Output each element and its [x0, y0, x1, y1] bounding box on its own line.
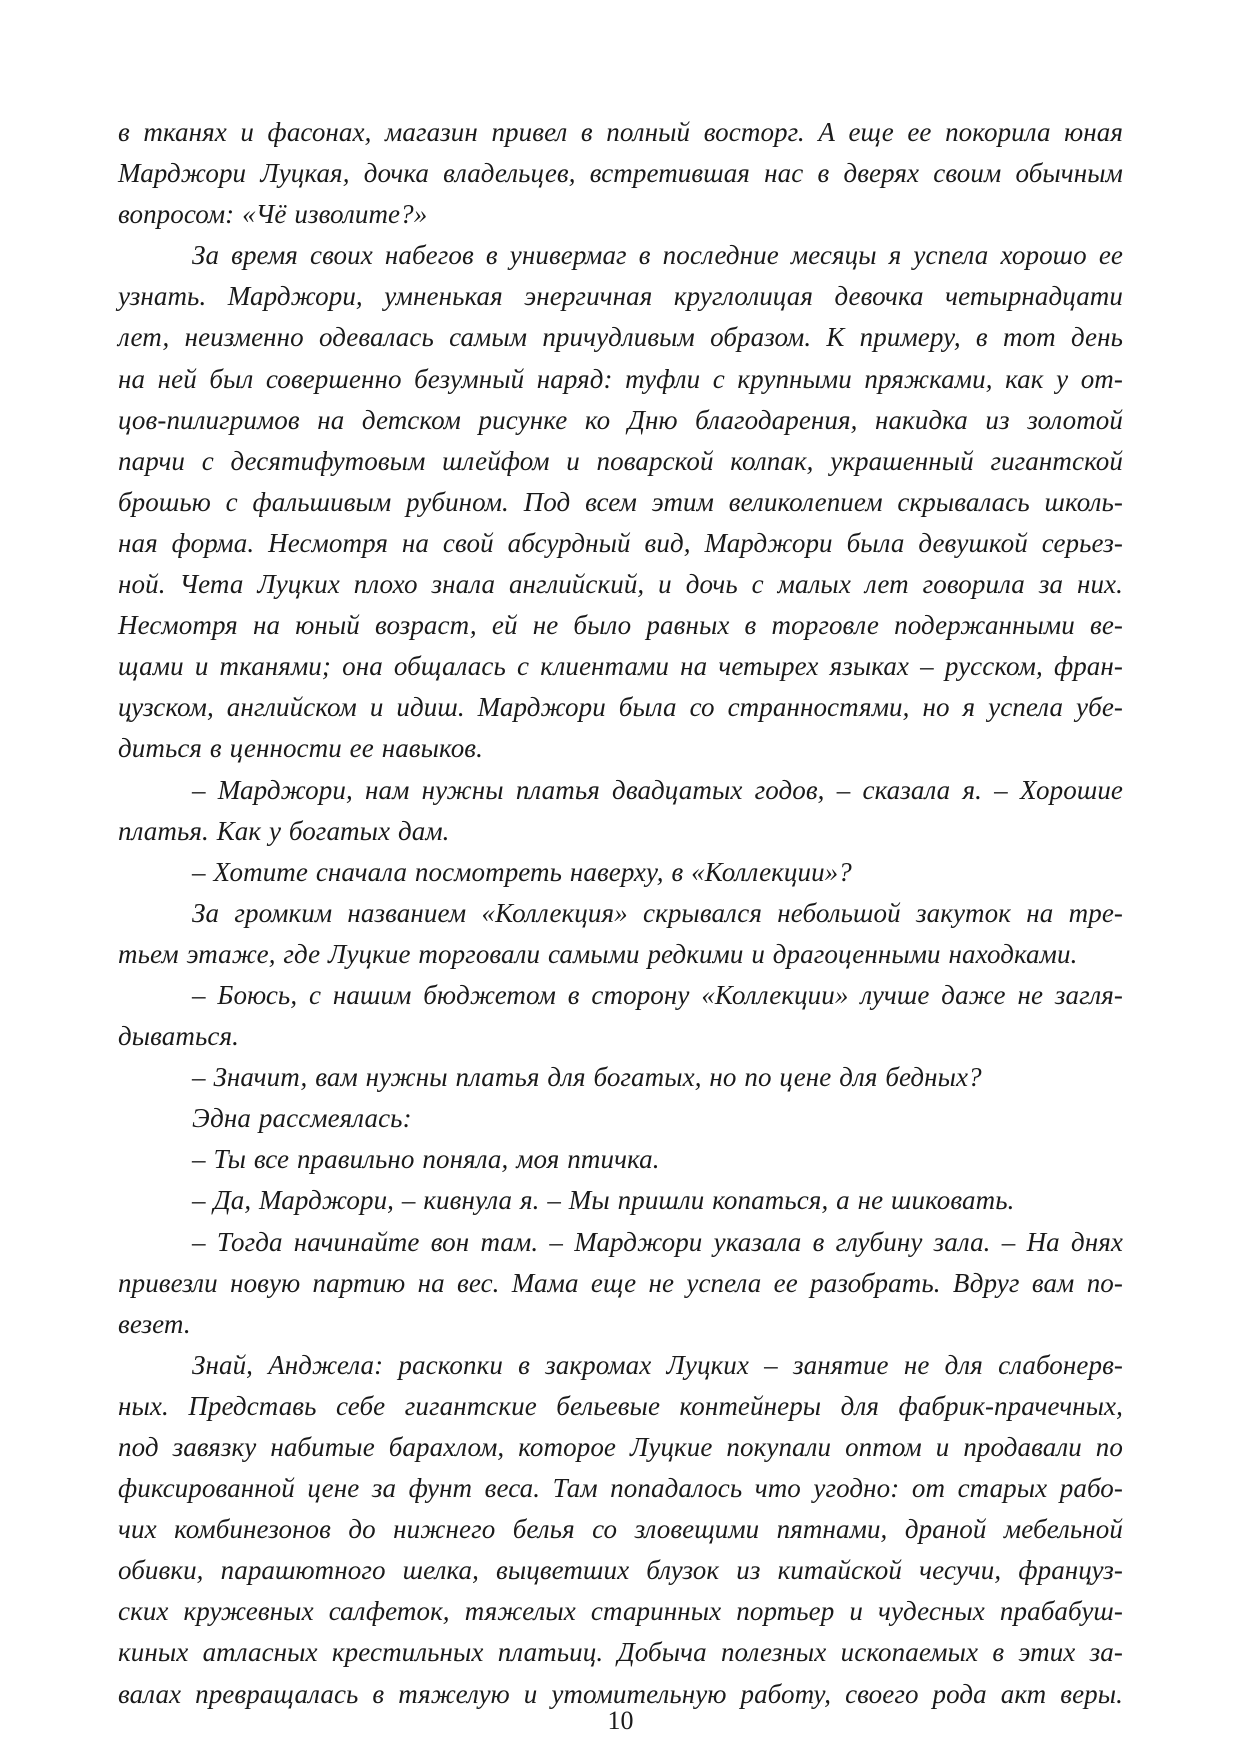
text-line: ских кружевных салфеток, тяжелых старинных портьер и чудесных прабабуш-	[118, 1596, 1123, 1627]
text-line: брошью с фальшивым рубином. Под всем этим великолепием скрывалась школь-	[118, 486, 1123, 517]
text-line: цов-пилигримов на детском рисунке ко Дню благодарения, накидка из золотой	[118, 404, 1123, 435]
text-line: под завязку набитые барахлом, которое Луцкие покупали оптом и продавали по	[118, 1432, 1123, 1462]
text-line: цузском, английском и идиш. Марджори была со странностями, но я успела убе-	[118, 692, 1123, 723]
text-line: киных атласных крестильных платьиц. Добыча полезных ископаемых в этих за-	[118, 1637, 1123, 1668]
text-line: везет.	[118, 1308, 191, 1339]
text-line: в тканях и фасонах, магазин привел в полный восторг. А еще ее покорила юная	[118, 117, 1123, 147]
text-line: Несмотря на юный возраст, ей не было равных в торговле подержанными ве-	[118, 610, 1123, 641]
text-line: – Боюсь, с нашим бюджетом в сторону «Коллекции» лучше даже не загля-	[192, 979, 1123, 1010]
page-number: 10	[607, 1706, 634, 1735]
text-line: – Марджори, нам нужны платья двадцатых годов, – сказала я. – Хорошие	[192, 774, 1123, 805]
text-line: щами и тканями; она общалась с клиентами на четырех языках – русском, фран-	[118, 651, 1123, 682]
text-line: диться в ценности ее навыков.	[118, 733, 483, 764]
text-line: дываться.	[118, 1021, 239, 1052]
text-line: вопросом: «Чё изволите?»	[118, 199, 428, 230]
text-line: ная форма. Несмотря на свой абсурдный вид, Марджори была девушкой серьез-	[118, 527, 1123, 558]
text-line: За время своих набегов в универмаг в последние месяцы я успела хорошо ее	[192, 240, 1123, 271]
text-line: валах превращалась в тяжелую и утомительную работу, своего рода акт веры.	[118, 1678, 1123, 1709]
text-line: – Да, Марджори, – кивнула я. – Мы пришли копаться, а не шиковать.	[192, 1185, 1015, 1216]
text-line: За громким названием «Коллекция» скрывался небольшой закуток на тре-	[192, 897, 1123, 928]
text-line: ной. Чета Луцких плохо знала английский, и дочь с малых лет говорила за них.	[118, 569, 1123, 600]
text-line: Эдна рассмеялась:	[192, 1103, 412, 1134]
text-line: привезли новую партию на вес. Мама еще не успела ее разобрать. Вдруг вам по-	[118, 1267, 1123, 1298]
text-line: фиксированной цене за фунт веса. Там попадалось что угодно: от старых рабо-	[118, 1473, 1123, 1504]
text-line: – Значит, вам нужны платья для богатых, но по цене для бедных?	[192, 1062, 982, 1093]
text-line: на ней был совершенно безумный наряд: туфли с крупными пряжками, как у от-	[118, 363, 1123, 394]
text-line: – Хотите сначала посмотреть наверху, в «Коллекции»?	[192, 856, 852, 887]
text-line: платья. Как у богатых дам.	[118, 815, 450, 846]
body-text	[118, 112, 1123, 1715]
text-line: лет, неизменно одевалась самым причудливым образом. К примеру, в тот день	[118, 322, 1123, 353]
text-line: – Ты все правильно поняла, моя птичка.	[192, 1144, 660, 1175]
text-line: тьем этаже, где Луцкие торговали самыми редкими и драгоценными находками.	[118, 938, 1078, 969]
text-line: чих комбинезонов до нижнего белья со зловещими пятнами, драной мебельной	[118, 1514, 1123, 1545]
book-page	[118, 112, 1123, 1735]
text-line: узнать. Марджори, умненькая энергичная круглолицая девочка четырнадцати	[118, 281, 1123, 312]
text-line: парчи с десятифутовым шлейфом и поварской колпак, украшенный гигантской	[118, 445, 1123, 476]
text-line: Марджори Луцкая, дочка владельцев, встретившая нас в дверях своим обычным	[118, 158, 1123, 189]
text-line: обивки, парашютного шелка, выцветших блузок из китайской чесучи, француз-	[118, 1555, 1123, 1586]
text-line: ных. Представь себе гигантские бельевые контейнеры для фабрик-прачечных,	[118, 1390, 1123, 1421]
text-line: Знай, Анджела: раскопки в закромах Луцких – занятие не для слабонерв-	[192, 1349, 1123, 1380]
text-line: – Тогда начинайте вон там. – Марджори указала в глубину зала. – На днях	[192, 1226, 1123, 1257]
